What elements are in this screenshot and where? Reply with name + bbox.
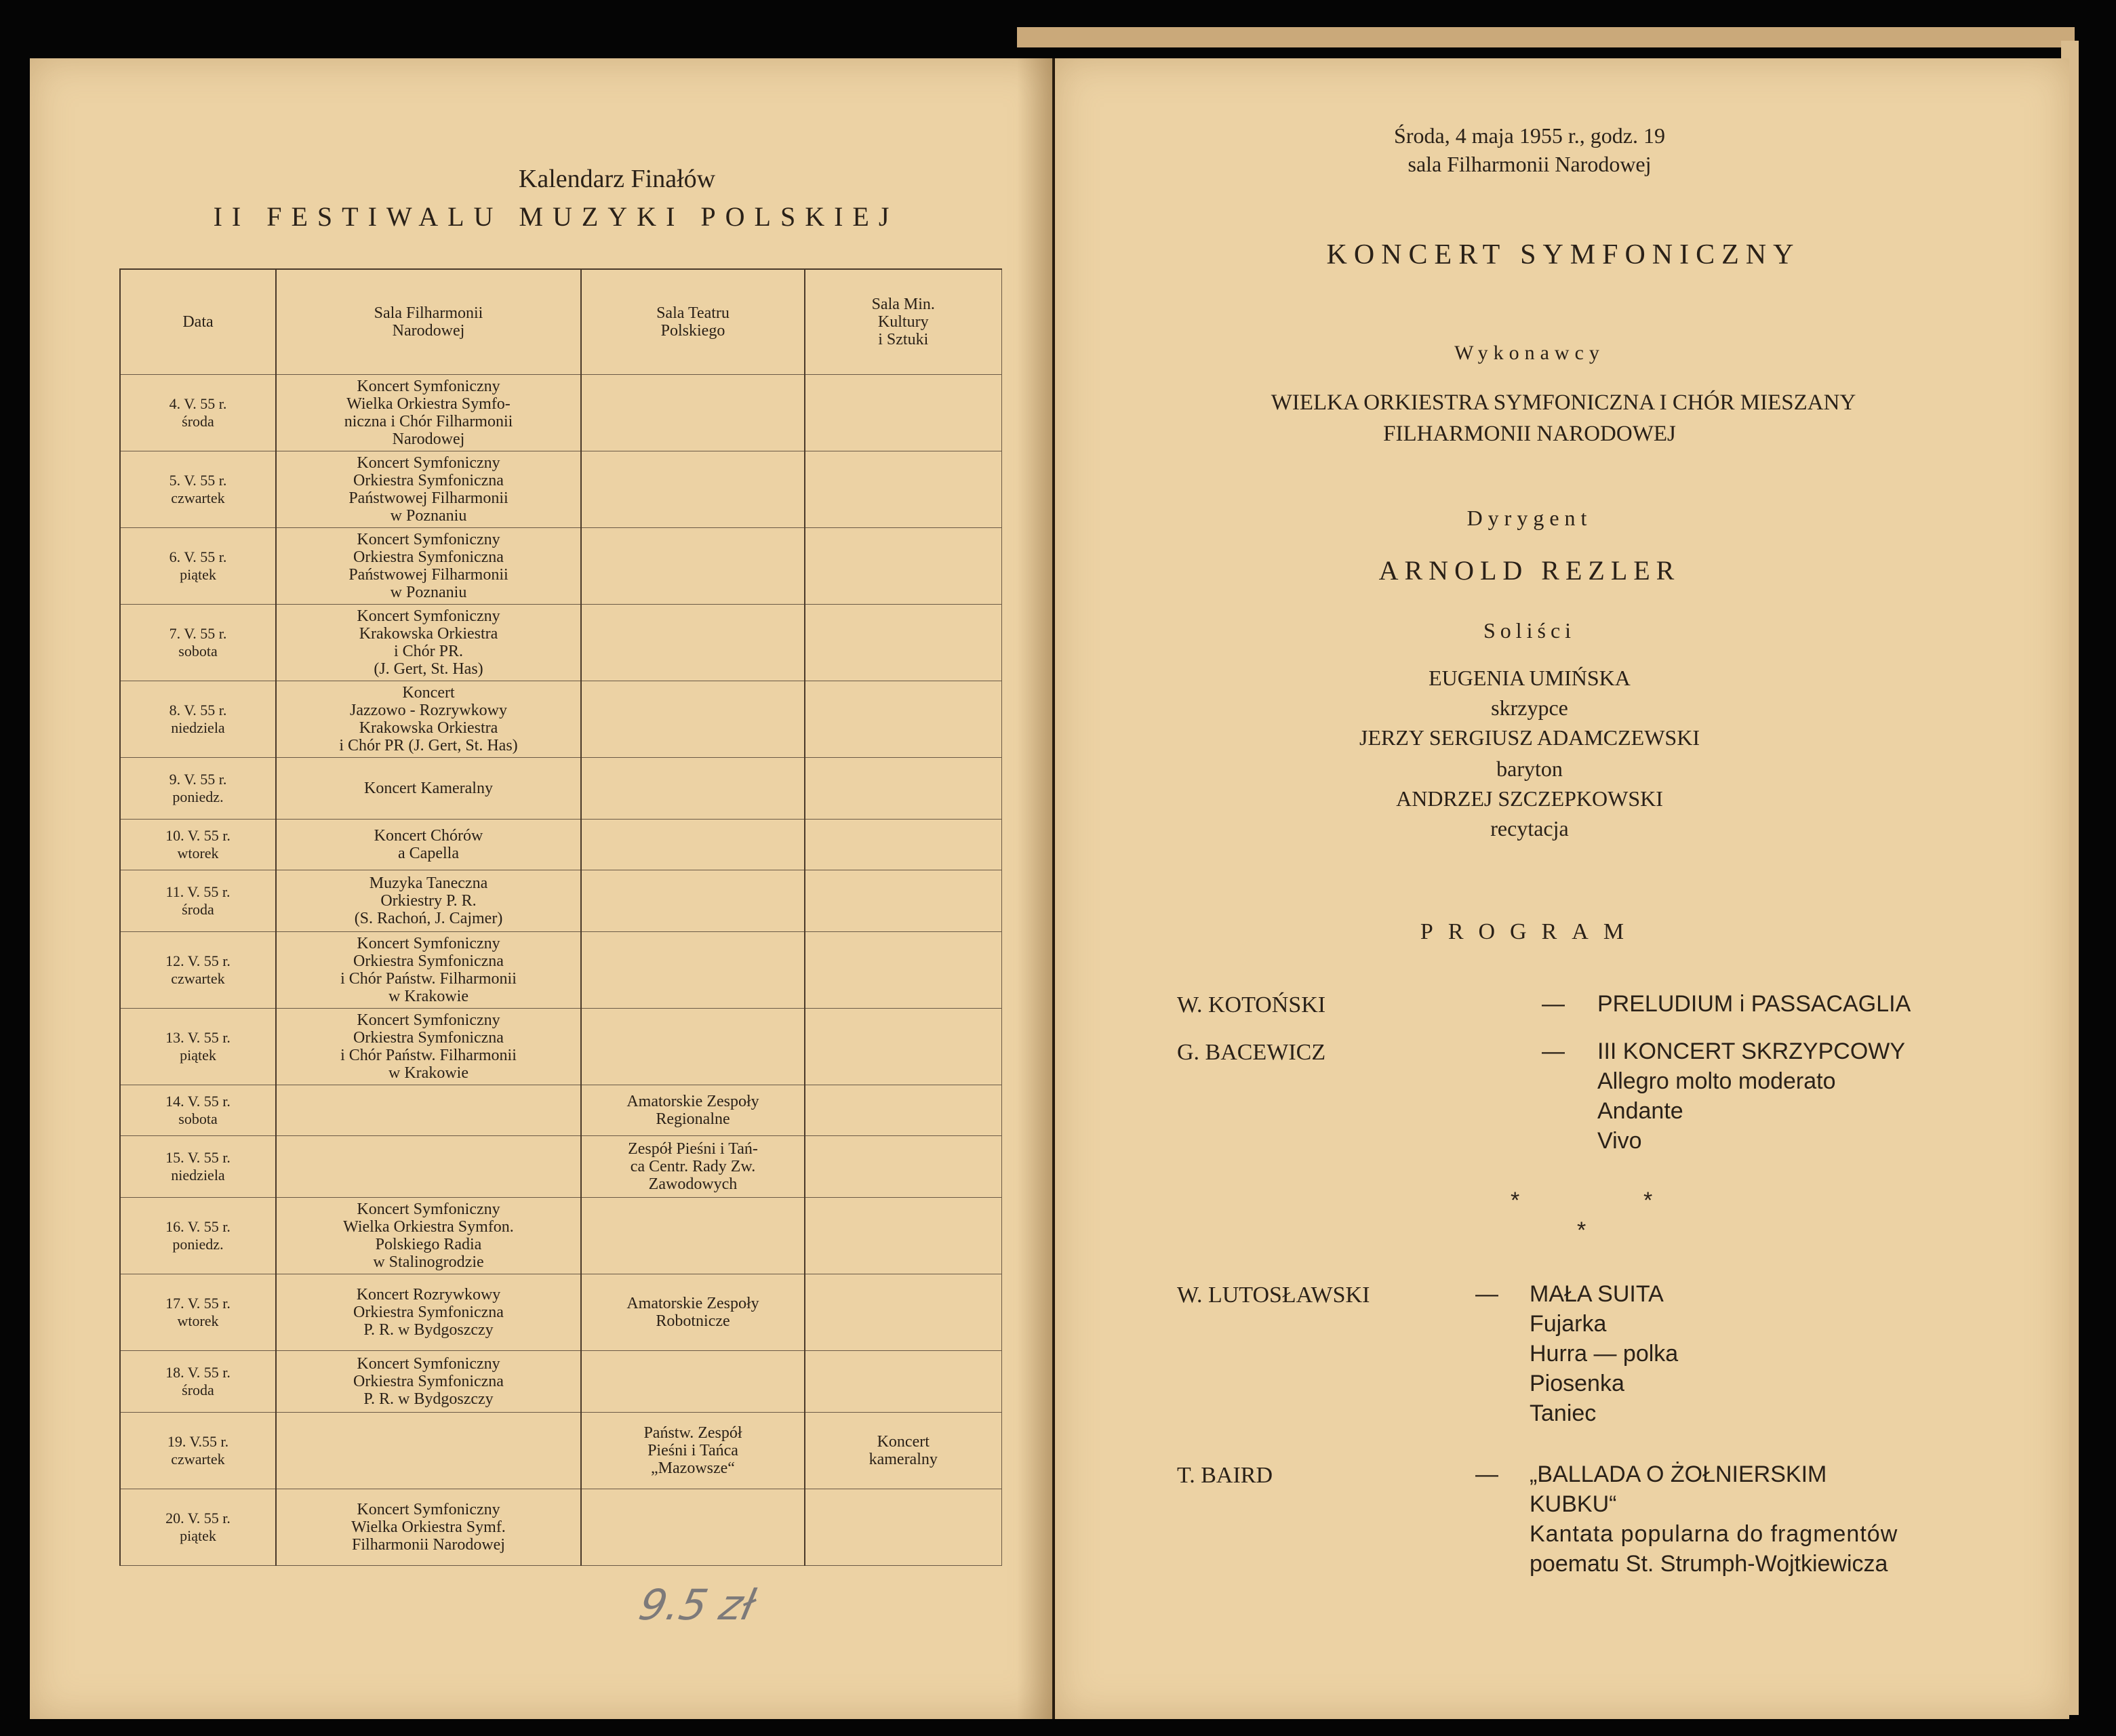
program-dash: — (1542, 1038, 1565, 1064)
table-row (120, 820, 1001, 870)
concert-venue-line: sala Filharmonii Narodowej (1408, 152, 1652, 176)
date-cell: 9. V. 55 r. poniedz. (120, 758, 276, 820)
date-cell: 10. V. 55 r. wtorek (120, 820, 276, 870)
table-header-row (120, 269, 1001, 375)
program-part: Allegro molto moderato (1597, 1068, 1836, 1094)
conductor-name: ARNOLD REZLER (1378, 555, 1681, 586)
festival-title: II FESTIWALU MUZYKI POLSKIEJ (213, 201, 899, 232)
teatr-cell (581, 375, 805, 451)
teatr-cell: Amatorskie Zespoły Regionalne (581, 1085, 805, 1136)
filharmonia-cell: Koncert Chórów a Capella (276, 820, 581, 870)
date-cell: 16. V. 55 r. poniedz. (120, 1198, 276, 1274)
asterisk: * (1577, 1217, 1586, 1243)
ministerstwo-cell (805, 932, 1001, 1009)
soloists-label: Soliści (1483, 618, 1576, 643)
program-work: PRELUDIUM i PASSACAGLIA (1597, 991, 1911, 1017)
table-row (120, 1198, 1001, 1274)
ministerstwo-cell (805, 605, 1001, 681)
table-row (120, 1274, 1001, 1351)
teatr-cell: Amatorskie Zespoły Robotnicze (581, 1274, 805, 1351)
filharmonia-cell: Koncert Symfoniczny Orkiestra Symfoniczna Państwowej Filharmonii w Poznaniu (276, 451, 581, 528)
ministerstwo-cell (805, 1009, 1001, 1085)
date-cell: 13. V. 55 r. piątek (120, 1009, 276, 1085)
program-label: PROGRAM (1420, 919, 1639, 944)
table-row (120, 451, 1001, 528)
ministerstwo-cell (805, 375, 1001, 451)
program-composer: W. KOTOŃSKI (1177, 992, 1326, 1017)
table-row (120, 1413, 1001, 1489)
date-cell: 17. V. 55 r. wtorek (120, 1274, 276, 1351)
teatr-cell: Państw. Zespół Pieśni i Tańca „Mazowsze“ (581, 1413, 805, 1489)
filharmonia-cell: Koncert Rozrywkowy Orkiestra Symfoniczna P. R. w Bydgoszczy (276, 1274, 581, 1351)
filharmonia-cell: Koncert Symfoniczny Krakowska Orkiestra i Chór PR. (J. Gert, St. Has) (276, 605, 581, 681)
date-cell: 12. V. 55 r. czwartek (120, 932, 276, 1009)
teatr-cell (581, 1489, 805, 1566)
date-cell: 5. V. 55 r. czwartek (120, 451, 276, 528)
table-row (120, 932, 1001, 1009)
table-row (120, 1085, 1001, 1136)
date-cell: 8. V. 55 r. niedziela (120, 681, 276, 758)
program-part: Andante (1597, 1098, 1683, 1124)
soloist-role: recytacja (1490, 816, 1569, 841)
filharmonia-cell: Koncert Jazzowo - Rozrywkowy Krakowska Orkiestra i Chór PR (J. Gert, St. Has) (276, 681, 581, 758)
program-part: Hurra — polka (1530, 1341, 1679, 1367)
teatr-cell (581, 681, 805, 758)
ministerstwo-cell (805, 1198, 1001, 1274)
program-composer: T. BAIRD (1177, 1463, 1273, 1488)
teatr-cell (581, 758, 805, 820)
filharmonia-cell: Koncert Symfoniczny Wielka Orkiestra Symfo- niczna i Chór Filharmonii Narodowej (276, 375, 581, 451)
filharmonia-cell (276, 1136, 581, 1198)
teatr-cell (581, 870, 805, 932)
soloist-role: baryton (1496, 756, 1563, 781)
ministerstwo-cell (805, 451, 1001, 528)
performers-line: FILHARMONII NARODOWEJ (1383, 422, 1676, 446)
table-row (120, 1136, 1001, 1198)
asterisk: * (1643, 1188, 1653, 1213)
table-row (120, 375, 1001, 451)
right-page (1055, 58, 2069, 1719)
ministerstwo-cell (805, 1136, 1001, 1198)
ministerstwo-cell (805, 820, 1001, 870)
conductor-label: Dyrygent (1466, 506, 1593, 530)
ministerstwo-cell (805, 681, 1001, 758)
ministerstwo-cell (805, 1489, 1001, 1566)
table-row (120, 758, 1001, 820)
table-row (120, 1009, 1001, 1085)
program-work: „BALLADA O ŻOŁNIERSKIM (1530, 1461, 1827, 1487)
filharmonia-cell: Koncert Symfoniczny Orkiestra Symfoniczna i Chór Państw. Filharmonii w Krakowie (276, 1009, 581, 1085)
table-row (120, 528, 1001, 605)
soloist-role: skrzypce (1491, 695, 1568, 720)
filharmonia-cell: Koncert Symfoniczny Wielka Orkiestra Symf. Filharmonii Narodowej (276, 1489, 581, 1566)
ministerstwo-cell (805, 758, 1001, 820)
program-dash: — (1475, 1281, 1498, 1307)
date-cell: 20. V. 55 r. piątek (120, 1489, 276, 1566)
program-part: Fujarka (1530, 1311, 1607, 1337)
teatr-cell (581, 528, 805, 605)
column-header: Sala Teatru Polskiego (581, 269, 805, 375)
ministerstwo-cell: Koncert kameralny (805, 1413, 1001, 1489)
program-part: KUBKU“ (1530, 1491, 1617, 1517)
performers-label: Wykonawcy (1454, 342, 1605, 364)
program-composer: G. BACEWICZ (1177, 1040, 1326, 1065)
soloist-name: JERZY SERGIUSZ ADAMCZEWSKI (1359, 725, 1700, 750)
ministerstwo-cell (805, 1274, 1001, 1351)
column-header: Sala Min. Kultury i Sztuki (805, 269, 1001, 375)
teatr-cell (581, 1351, 805, 1413)
program-part: Piosenka (1530, 1371, 1624, 1396)
filharmonia-cell: Koncert Symfoniczny Orkiestra Symfoniczna i Chór Państw. Filharmonii w Krakowie (276, 932, 581, 1009)
concert-date-line: Środa, 4 maja 1955 r., godz. 19 (1394, 123, 1665, 148)
date-cell: 18. V. 55 r. środa (120, 1351, 276, 1413)
ministerstwo-cell (805, 528, 1001, 605)
filharmonia-cell: Koncert Symfoniczny Orkiestra Symfoniczna P. R. w Bydgoszczy (276, 1351, 581, 1413)
table-row (120, 605, 1001, 681)
teatr-cell (581, 1198, 805, 1274)
program-part: poematu St. Strumph-Wojtkiewicza (1530, 1551, 1888, 1577)
performers-line: WIELKA ORKIESTRA SYMFONICZNA I CHÓR MIESZANY (1271, 390, 1856, 415)
teatr-cell (581, 932, 805, 1009)
ministerstwo-cell (805, 1085, 1001, 1136)
date-cell: 19. V.55 r. czwartek (120, 1413, 276, 1489)
page-edge-top (1017, 27, 2075, 47)
soloist-name: EUGENIA UMIŃSKA (1429, 666, 1631, 690)
teatr-cell (581, 820, 805, 870)
teatr-cell (581, 451, 805, 528)
filharmonia-cell: Koncert Kameralny (276, 758, 581, 820)
teatr-cell (581, 605, 805, 681)
asterisk: * (1511, 1188, 1520, 1213)
program-dash: — (1542, 991, 1565, 1017)
ministerstwo-cell (805, 870, 1001, 932)
date-cell: 15. V. 55 r. niedziela (120, 1136, 276, 1198)
table-row (120, 1351, 1001, 1413)
calendar-title: Kalendarz Finałów (518, 165, 716, 193)
filharmonia-cell: Koncert Symfoniczny Orkiestra Symfoniczna Państwowej Filharmonii w Poznaniu (276, 528, 581, 605)
column-header: Data (120, 269, 276, 375)
date-cell: 11. V. 55 r. środa (120, 870, 276, 932)
date-cell: 4. V. 55 r. środa (120, 375, 276, 451)
column-header: Sala Filharmonii Narodowej (276, 269, 581, 375)
program-work: MAŁA SUITA (1530, 1281, 1664, 1307)
filharmonia-cell: Muzyka Taneczna Orkiestry P. R. (S. Rachoń, J. Cajmer) (276, 870, 581, 932)
program-composer: W. LUTOSŁAWSKI (1177, 1283, 1370, 1308)
date-cell: 6. V. 55 r. piątek (120, 528, 276, 605)
program-part: Taniec (1530, 1400, 1597, 1426)
handwritten-price-note: 9.5 zł (635, 1580, 760, 1630)
filharmonia-cell: Koncert Symfoniczny Wielka Orkiestra Symfon. Polskiego Radia w Stalinogrodzie (276, 1198, 581, 1274)
filharmonia-cell (276, 1413, 581, 1489)
left-page (30, 58, 1052, 1719)
program-part: Kantata popularna do fragmentów (1530, 1521, 1898, 1547)
soloist-name: ANDRZEJ SZCZEPKOWSKI (1396, 786, 1663, 811)
program-dash: — (1475, 1461, 1498, 1487)
program-part: Vivo (1597, 1128, 1642, 1154)
filharmonia-cell (276, 1085, 581, 1136)
teatr-cell: Zespół Pieśni i Tań- ca Centr. Rady Zw. Zawodowych (581, 1136, 805, 1198)
calendar-table (119, 268, 1002, 1566)
table-row (120, 1489, 1001, 1566)
concert-title: KONCERT SYMFONICZNY (1326, 239, 1801, 270)
table-row (120, 681, 1001, 758)
table-row (120, 870, 1001, 932)
teatr-cell (581, 1009, 805, 1085)
program-work: III KONCERT SKRZYPCOWY (1597, 1038, 1906, 1064)
date-cell: 7. V. 55 r. sobota (120, 605, 276, 681)
ministerstwo-cell (805, 1351, 1001, 1413)
date-cell: 14. V. 55 r. sobota (120, 1085, 276, 1136)
